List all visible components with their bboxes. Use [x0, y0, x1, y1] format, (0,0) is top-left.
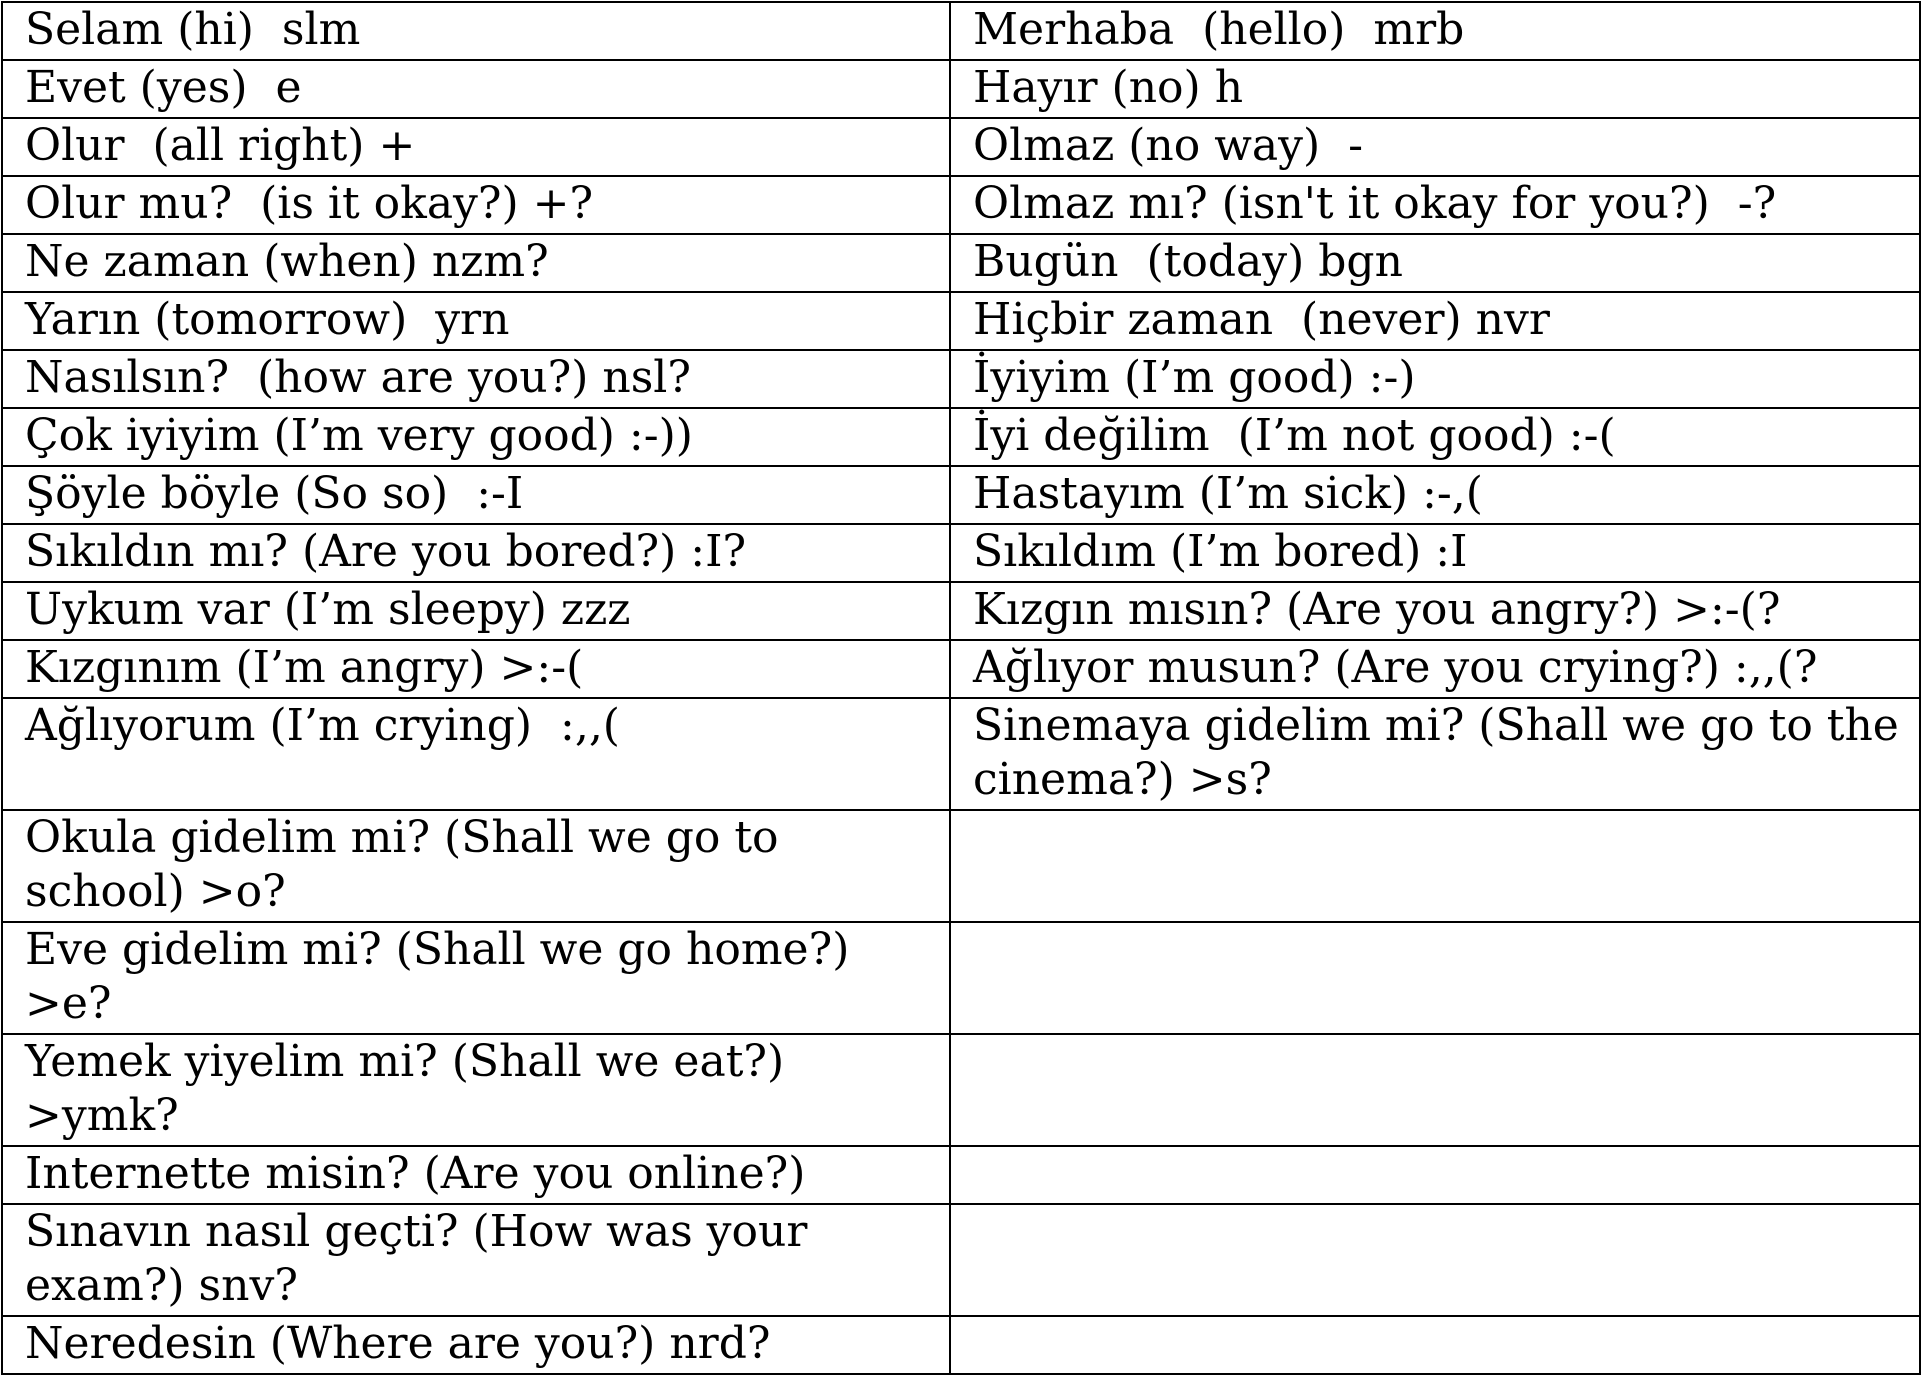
table-row [2, 60, 1920, 118]
table-row [2, 524, 1920, 582]
table-cell-left: Eve gidelim mi? (Shall we go home?) >e? [2, 922, 950, 1034]
table-cell-left: Çok iyiyim (I’m very good) :-)) [2, 408, 950, 466]
table-cell-left: Olur (all right) + [2, 118, 950, 176]
table-cell-right [950, 1316, 1920, 1374]
table-cell-right [950, 1034, 1920, 1146]
table-row [2, 922, 1920, 1034]
table-row [2, 698, 1920, 810]
table-cell-left: Nasılsın? (how are you?) nsl? [2, 350, 950, 408]
table-cell-left: Okula gidelim mi? (Shall we go to school) >o? [2, 810, 950, 922]
table-row [2, 2, 1920, 60]
table-cell-left: Evet (yes) e [2, 60, 950, 118]
table-cell-right: Sinemaya gidelim mi? (Shall we go to the cinema?) >s? [950, 698, 1920, 810]
table-cell-left: Neredesin (Where are you?) nrd? [2, 1316, 950, 1374]
table-row [2, 234, 1920, 292]
table-cell-right: Olmaz mı? (isn't it okay for you?) -? [950, 176, 1920, 234]
table-cell-left: Ne zaman (when) nzm? [2, 234, 950, 292]
table-row [2, 292, 1920, 350]
table-cell-left: Olur mu? (is it okay?) +? [2, 176, 950, 234]
table-cell-right [950, 810, 1920, 922]
table-cell-right: İyi değilim (I’m not good) :-( [950, 408, 1920, 466]
table-cell-right: İyiyim (I’m good) :-) [950, 350, 1920, 408]
table-cell-right: Merhaba (hello) mrb [950, 2, 1920, 60]
table-cell-right: Hastayım (I’m sick) :-,( [950, 466, 1920, 524]
table-row [2, 1146, 1920, 1204]
table-cell-right: Ağlıyor musun? (Are you crying?) :,,(? [950, 640, 1920, 698]
table-row [2, 350, 1920, 408]
table-cell-right: Bugün (today) bgn [950, 234, 1920, 292]
table-row [2, 1316, 1920, 1374]
table-cell-left: Yemek yiyelim mi? (Shall we eat?) >ymk? [2, 1034, 950, 1146]
table-cell-left: Uykum var (I’m sleepy) zzz [2, 582, 950, 640]
table-cell-right [950, 922, 1920, 1034]
table-cell-left: Ağlıyorum (I’m crying) :,,( [2, 698, 950, 810]
table-row [2, 176, 1920, 234]
table-row [2, 466, 1920, 524]
table-row [2, 1034, 1920, 1146]
table-cell-right [950, 1204, 1920, 1316]
table-cell-left: Sınavın nasıl geçti? (How was your exam?) snv? [2, 1204, 950, 1316]
table-cell-right [950, 1146, 1920, 1204]
table-cell-right: Hayır (no) h [950, 60, 1920, 118]
table-cell-right: Kızgın mısın? (Are you angry?) >:-(? [950, 582, 1920, 640]
table-row [2, 640, 1920, 698]
table-row [2, 1204, 1920, 1316]
table-row [2, 582, 1920, 640]
table-cell-right: Hiçbir zaman (never) nvr [950, 292, 1920, 350]
table-cell-left: Kızgınım (I’m angry) >:-( [2, 640, 950, 698]
phrase-table [1, 1, 1921, 1375]
phrase-table-body [2, 2, 1920, 1374]
table-cell-left: Yarın (tomorrow) yrn [2, 292, 950, 350]
table-row [2, 118, 1920, 176]
table-cell-left: Sıkıldın mı? (Are you bored?) :I? [2, 524, 950, 582]
table-row [2, 810, 1920, 922]
table-cell-left: Selam (hi) slm [2, 2, 950, 60]
table-row [2, 408, 1920, 466]
table-cell-right: Sıkıldım (I’m bored) :I [950, 524, 1920, 582]
table-cell-left: Internette misin? (Are you online?) [2, 1146, 950, 1204]
table-cell-right: Olmaz (no way) - [950, 118, 1920, 176]
table-cell-left: Şöyle böyle (So so) :-I [2, 466, 950, 524]
